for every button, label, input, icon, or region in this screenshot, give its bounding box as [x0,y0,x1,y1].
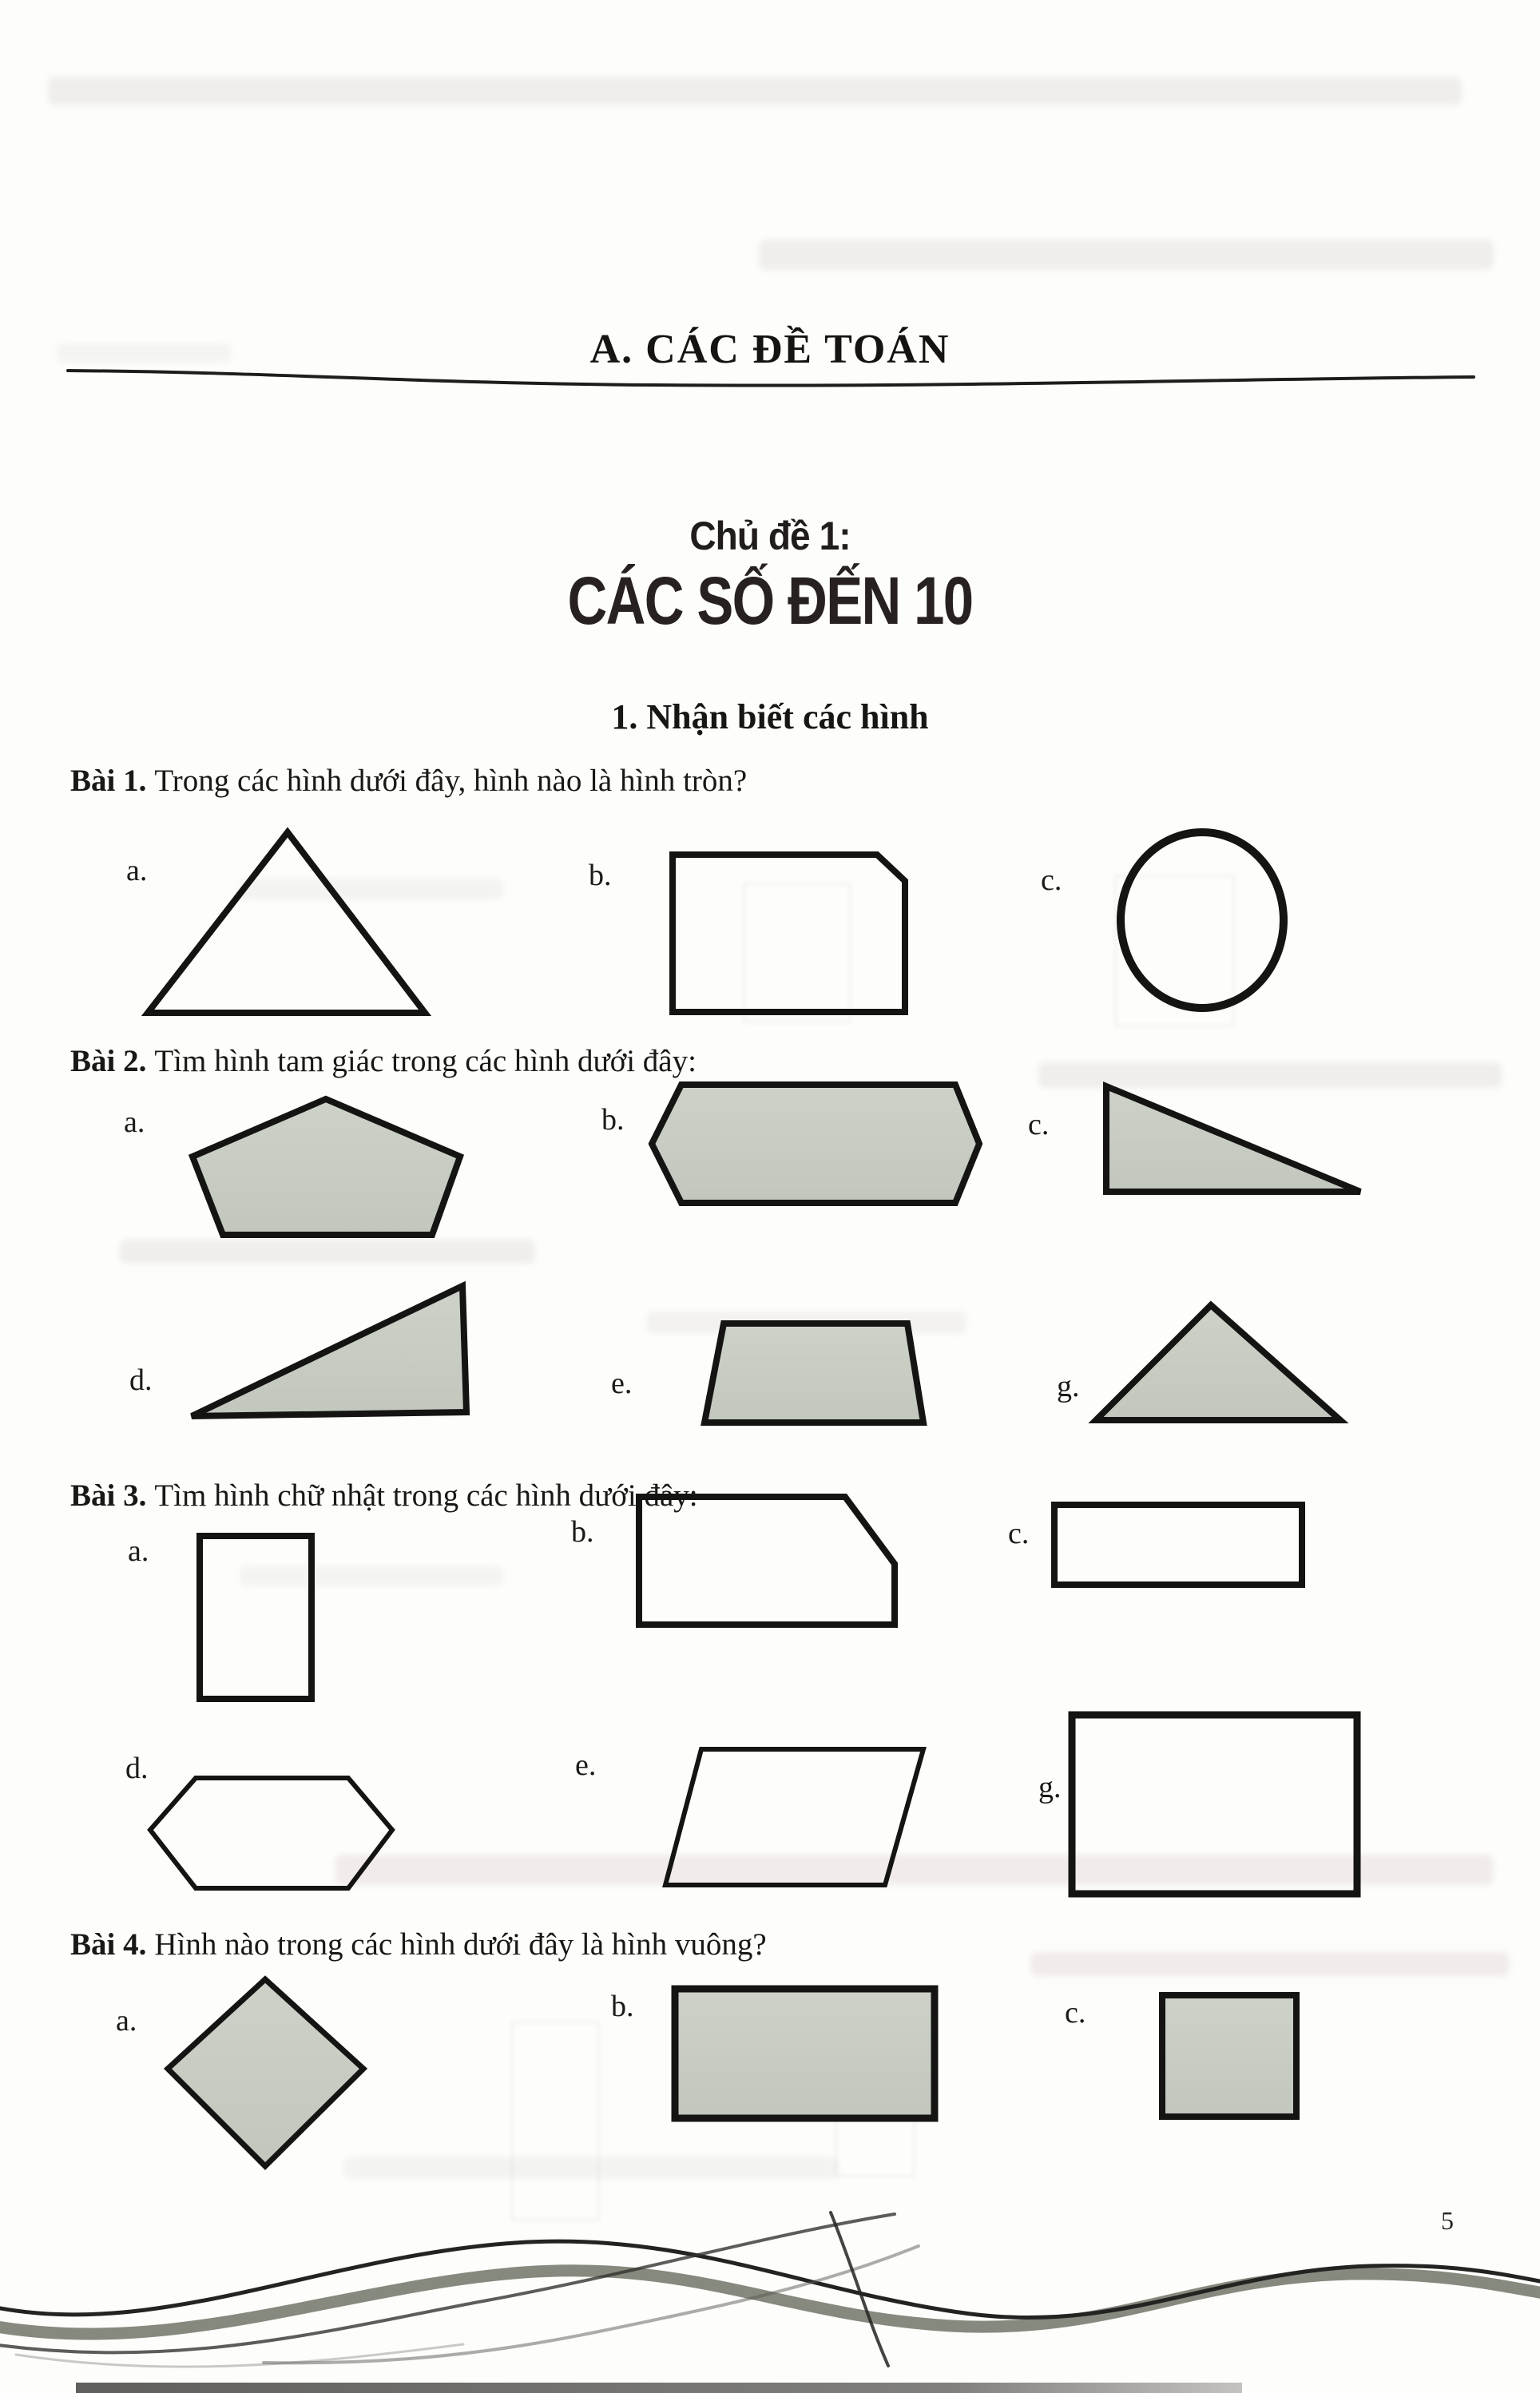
wave-thick-gray [0,2271,1540,2334]
option-3e: e. [575,1748,597,1782]
problem-4-question: Hình nào trong các hình dưới đây là hình vuông? [154,1927,767,1962]
option-2a: a. [124,1105,145,1139]
page-number: 5 [1441,2206,1454,2235]
topic-title: CÁC SỐ ĐẾN 10 [567,563,973,638]
bleed-through-smudge [647,1312,966,1334]
option-4b: b. [611,1990,634,2023]
option-3g: g. [1038,1771,1062,1804]
problem-3-label: Bài 3. [70,1478,147,1513]
bleed-through-smudge [120,1240,535,1264]
figure-bai1-a-triangle [148,832,425,1013]
footer-scan-bar [76,2383,1242,2393]
bleed-through-smudge [1038,1062,1502,1088]
bleed-through-smudge [1030,1952,1510,1976]
option-2e: e. [611,1367,633,1400]
wave-faint-lower [16,2344,463,2367]
figure-bai3-b-rectangle-cut-corner [639,1497,895,1625]
bleed-through-smudge [48,77,1462,105]
option-2b: b. [601,1103,625,1137]
problem-4-label: Bài 4. [70,1927,147,1962]
wave-descending-stroke [831,2212,888,2366]
option-1a: a. [126,854,148,887]
option-1b: b. [589,859,612,892]
wave-thin-black-1 [0,2241,1540,2317]
problem-1-question: Trong các hình dưới đây, hình nào là hình tròn? [154,764,748,798]
option-3c: c. [1008,1517,1030,1550]
problem-2-question: Tìm hình tam giác trong các hình dưới đây: [154,1044,697,1078]
option-2g: g. [1057,1370,1080,1403]
figure-bai2-c-right-triangle [1106,1086,1360,1192]
option-4a: a. [116,2004,137,2038]
problem-1-heading [70,763,747,799]
problem-3-heading [70,1478,698,1514]
wave-thin-black-2 [0,2214,895,2352]
bleed-through-smudge [240,879,503,899]
problem-2-label: Bài 2. [70,1044,147,1078]
problem-2-heading [70,1043,697,1079]
bleed-through-shape [743,883,851,1023]
section-title: 1. Nhận biết các hình [611,697,929,736]
figure-bai2-d-right-triangle [192,1286,466,1416]
figure-bai2-a-pentagon [192,1099,460,1235]
option-3a: a. [128,1534,149,1568]
option-2d: d. [129,1363,153,1397]
problem-3-question: Tìm hình chữ nhật trong các hình dưới đây: [154,1478,698,1513]
option-3d: d. [125,1752,149,1785]
bleed-through-smudge [335,1855,1494,1885]
figure-bai4-a-rhombus [168,1979,363,2166]
bleed-through-smudge [240,1566,503,1586]
option-2c: c. [1028,1108,1050,1141]
option-3b: b. [571,1515,594,1549]
bleed-through-shape [511,2021,600,2221]
bleed-through-shape [835,2045,915,2177]
topic-label: Chủ đề 1: [689,514,851,558]
option-4c: c. [1065,1996,1086,2030]
figure-bai2-e-trapezoid [705,1323,923,1423]
problem-4-heading [70,1927,767,1962]
wave-thin-gray [264,2246,919,2363]
figure-bai2-b-hexagon [652,1085,979,1203]
figure-bai3-a-tall-rectangle [200,1536,312,1699]
bleed-through-smudge [343,2157,839,2179]
bleed-through-shape [1114,875,1235,1027]
figure-bai2-g-triangle [1096,1305,1340,1420]
problem-1-label: Bài 1. [70,764,147,798]
figure-bai3-c-wide-rectangle [1054,1505,1302,1585]
page-title: A. CÁC ĐỀ TOÁN [589,327,951,372]
figure-bai4-c-filled-square [1162,1995,1296,2117]
option-1c: c. [1041,863,1062,897]
bleed-through-smudge [759,240,1494,270]
